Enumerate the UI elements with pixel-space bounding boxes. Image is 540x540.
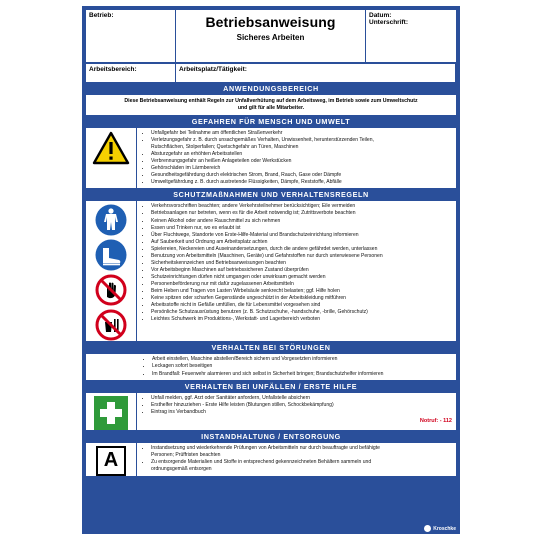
list-item: ordnungsgemäß entsorgen: [151, 465, 212, 472]
list-item: • Instandsetzung und wiederkehrende Prüfungen von Arbeitsmitteln nur durch beauftragte und befähigte: [151, 445, 452, 452]
protective-clothing-icon: [95, 204, 127, 236]
first-aid-icon: [94, 396, 128, 430]
anwendung-line-1: Diese Betriebsanweisung enthält Regeln zur Unfallverhütung auf dem Arbeitsweg, im Betrieb sowie zum Umweltschutz: [124, 98, 418, 104]
work-area-row: [86, 64, 456, 82]
list-item: • Eintrag ins Verbandbuch: [151, 409, 452, 416]
list-item: • Benutzung von Arbeitsmitteln (Maschinen, Geräte) und Gefahrstoffen nur durch unterwiesene Personen: [151, 253, 452, 260]
brand-name: Kroschke: [433, 525, 456, 532]
section-title-anwendung: ANWENDUNGSBEREICH: [223, 84, 319, 93]
list-item: • Beim Heben und Tragen von Lasten Wirbelsäule senkrecht belasten; ggf. Hilfe holen: [151, 288, 452, 295]
list-item: • Über Fluchtwege, Standorte von Erste-Hilfe-Material und Brandschutzeinrichtung informieren: [151, 232, 452, 239]
page-subtitle: Sicheres Arbeiten: [236, 33, 305, 42]
list-item: • Zu entsorgende Materialien und Stoffe in entsprechend gekennzeichneten Behältern sammeln und: [151, 459, 452, 466]
anwendung-line-2: und gilt für alle Mitarbeiter.: [237, 105, 305, 112]
list-item: • Auf Sauberkeit und Ordnung am Arbeitsplatz achten: [151, 239, 452, 246]
brand-mark-icon: [424, 525, 431, 532]
list-item: • Gesundheitsgefährdung durch elektrischen Strom, Brand, Rauch, Gase oder Dämpfe: [151, 172, 452, 179]
list-item: • Keinen Alkohol oder andere Rauschmittel zu sich nehmen: [151, 218, 452, 225]
list-item: • Leichtes Schuhwerk im Produktions-, Werkstatt- und Lagerbereich verboten: [151, 316, 452, 323]
instandhaltung-pictograms: [86, 443, 137, 476]
title-block: [176, 10, 366, 62]
unfaelle-pictograms: [86, 393, 137, 430]
arbeitsplatz-label: Arbeitsplatz/Tätigkeit:: [176, 64, 456, 82]
unfaelle-content: [137, 393, 456, 430]
anwendung-text: [86, 95, 456, 115]
no-access-icon: [95, 274, 127, 306]
list-item: • Arbeitsstoffe nicht in Gefäße umfüllen, die für Lebensmittel vorgesehen sind: [151, 302, 452, 309]
list-item: • Im Brandfall: Feuerwehr alarmieren und sich selbst in Sicherheit bringen; Brandschutzhelfer informieren: [152, 371, 452, 378]
datum-unterschrift-field: [366, 10, 456, 62]
instruction-sheet: [82, 6, 460, 534]
stoerungen-list: [86, 354, 456, 379]
section-stoerungen: [86, 354, 456, 379]
arbeitsbereich-label: Arbeitsbereich:: [86, 64, 176, 82]
list-item: • Verbrennungsgefahr an heißen Anlageteilen oder Werkstücken: [151, 158, 452, 165]
list-item: • Absturzgefahr an erhöhten Arbeitsstellen: [151, 151, 452, 158]
sheet-header: [86, 10, 456, 62]
list-item: • Personenbeförderung nur mit dafür zugelassenen Arbeitsmitteln: [151, 281, 452, 288]
section-gefahren: [86, 128, 456, 188]
section-title-schutz: SCHUTZMAßNAHMEN UND VERHALTENSREGELN: [173, 190, 369, 200]
section-unfaelle: [86, 393, 456, 430]
brand-logo: [424, 525, 456, 532]
list-item: • Vor Arbeitsbeginn Maschinen auf betriebssicheren Zustand überprüfen: [151, 267, 452, 274]
betrieb-field: Betrieb:: [86, 10, 176, 62]
list-item: • Unfall melden, ggf. Arzt oder Sanitäter anfordern, Unfallstelle absichern: [151, 395, 452, 402]
schutz-list: [137, 201, 456, 341]
waste-letter-a-icon: A: [96, 446, 126, 476]
list-item: • Spielereien, Neckereien und Auseinandersetzungen, durch die andere gefährdet werden, unterlassen: [151, 246, 452, 253]
list-item: • Sicherheitskennzeichen und Betriebsanweisungen beachten: [151, 260, 452, 267]
safety-shoes-icon: [95, 239, 127, 271]
list-item: • Keine spitzen oder scharfen Gegenstände ungeschützt in der Arbeitskleidung mitführen: [151, 295, 452, 302]
gefahren-list: [137, 128, 456, 188]
list-item: • Unfallgefahr bei Teilnahme am öffentlichen Straßenverkehr: [151, 130, 452, 137]
list-item: • Arbeit einstellen, Maschine abstellen/Bereich sichern und Vorgesetzten informieren: [152, 356, 452, 363]
section-title-gefahren: GEFAHREN FÜR MENSCH UND UMWELT: [191, 117, 351, 127]
list-item: • Persönliche Schutzausrüstung benutzen (z. B. Schutzschuhe, -handschuhe, -brille, Gehörschutz): [151, 309, 452, 316]
list-item: • Gehörschäden im Lärmbereich: [151, 165, 452, 172]
page-title: Betriebsanweisung: [205, 14, 336, 30]
emergency-number: Notruf: - 112: [419, 417, 452, 424]
list-item: • Betriebsanlagen nur betreten, wenn es für die Arbeit notwendig ist; Zutrittsverbote beachten: [151, 210, 452, 217]
unterschrift-label: Unterschrift:: [369, 19, 409, 26]
gefahren-pictograms: [86, 128, 137, 188]
section-schutz: [86, 201, 456, 341]
instandhaltung-list: [137, 443, 456, 476]
section-instandhaltung: [86, 443, 456, 476]
list-item: • Leckagen sofort beseitigen: [152, 363, 452, 370]
datum-label: Datum:: [369, 12, 392, 19]
list-item: • Essen und Trinken nur, wo es erlaubt ist: [151, 225, 452, 232]
schutz-pictograms: [86, 201, 137, 341]
list-item: • Verkehrsvorschriften beachten; andere Verkehrsteilnehmer berücksichtigen; Eile vermeiden: [151, 203, 452, 210]
list-item: Rutschflächen, Stolperfallen; Quetschgefahr an Türen, Maschinen: [151, 144, 299, 151]
list-item: Personen; Prüffristen beachten: [151, 451, 221, 458]
list-item: • Umweltgefährdung z. B. durch austretende Flüssigkeiten, Dämpfe, Reststoffe, Abfälle: [151, 179, 452, 186]
unfaelle-list: [137, 393, 456, 418]
list-item: • Ersthelfer hinzuziehen - Erste Hilfe leisten (Blutungen stillen, Schockbekämpfung): [151, 402, 452, 409]
section-title-unfaelle: VERHALTEN BEI UNFÄLLEN / ERSTE HILFE: [184, 381, 358, 391]
no-eating-drinking-icon: [95, 309, 127, 341]
warning-triangle-icon: [92, 131, 130, 165]
section-title-instandhaltung: INSTANDHALTUNG / ENTSORGUNG: [201, 431, 341, 441]
list-item: • Verletzungsgefahr z. B. durch unsachgemäßes Verhalten, Unwissenheit, herunterstürzenden Teilen,: [151, 137, 452, 144]
section-title-stoerungen: VERHALTEN BEI STÖRUNGEN: [211, 343, 331, 353]
list-item: • Schutzeinrichtungen dürfen nicht umgangen oder unwirksam gemacht werden: [151, 274, 452, 281]
